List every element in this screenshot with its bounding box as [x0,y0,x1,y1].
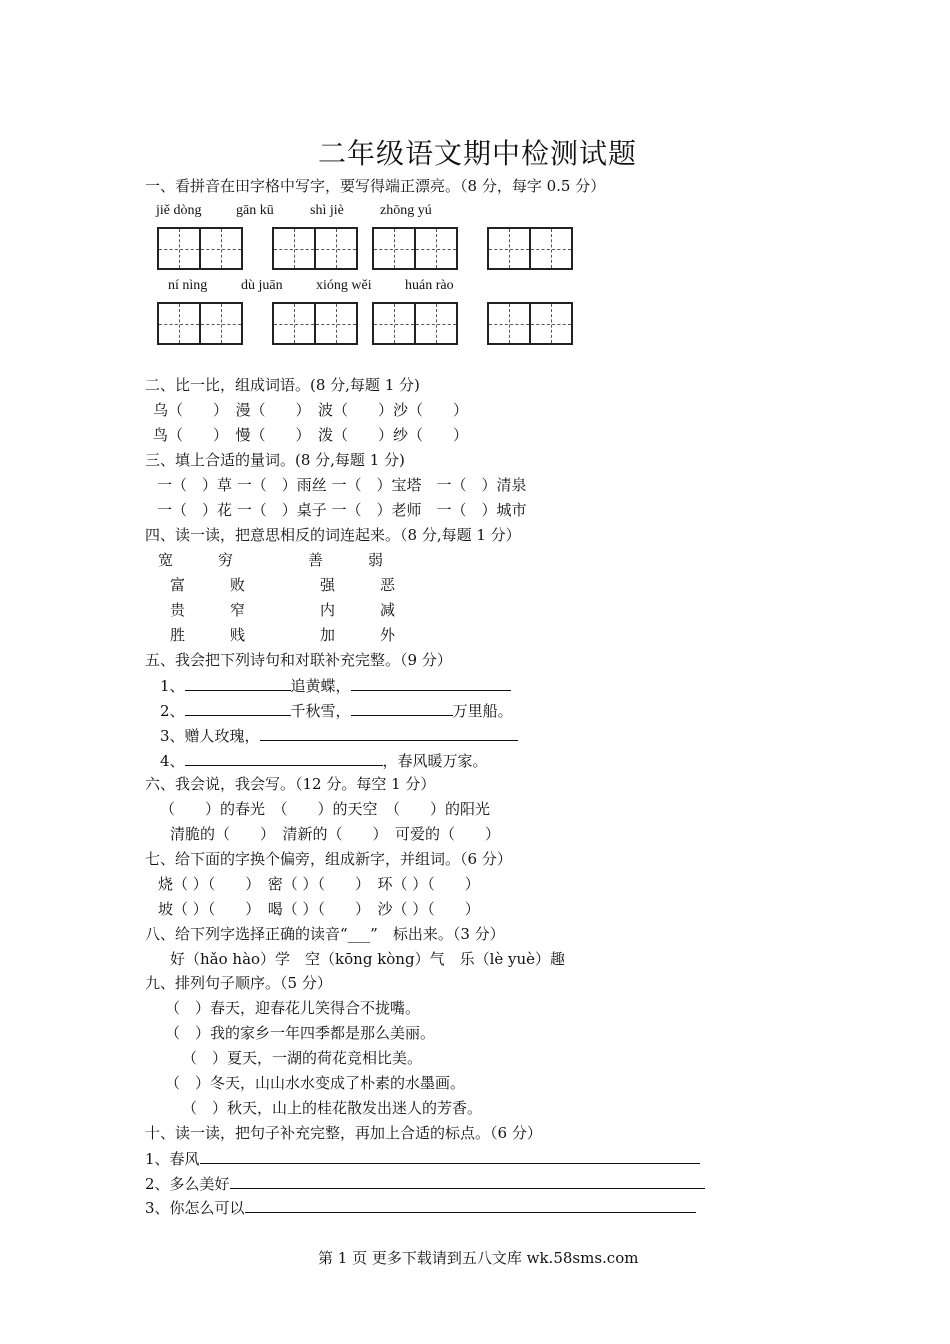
q5-heading: 五、我会把下列诗句和对联补充完整。（9 分） [145,651,452,669]
q5-item-2-end: 万里船。 [452,702,513,720]
q7-line-1: 烧（ ）（ ） 密（ ）（ ） 环（ ）（ ） [158,875,480,893]
pinyin-5: ní nìng [168,278,208,293]
q4-line-2: 富 败 强 恶 [170,576,396,594]
q10-item-3-text: 3、你怎么可以 [145,1199,245,1217]
writing-grid-4[interactable] [487,227,571,270]
q2-line-2: 鸟（ ） 慢（ ） 泼（ ）纱（ ） [153,426,469,444]
q5-item-1 [160,675,511,696]
q5-item-2-text: 千秋雪， [290,702,351,720]
blank[interactable] [230,1173,705,1189]
writing-grid-5[interactable] [157,302,241,345]
pinyin-3: shì jiè [310,203,344,218]
writing-grid-1[interactable] [157,227,241,270]
pinyin-4: zhōng yú [380,203,432,218]
q3-line-1: 一（ ）草 一（ ）雨丝 一（ ）宝塔 一（ ）清泉 [157,476,527,494]
q5-item-1-text: 追黄蝶， [290,677,351,695]
blank[interactable] [185,750,383,766]
writing-grid-7[interactable] [372,302,456,345]
q8-line-1: 好（hǎo hào）学 空（kōng kòng）气 乐（lè yuè）趣 [170,950,566,968]
q9-sentence-5: （ ）秋天，山上的桂花散发出迷人的芳香。 [182,1099,483,1117]
blank[interactable] [260,725,518,741]
q5-item-4 [160,750,488,771]
q10-item-1-text: 1、春风 [145,1150,200,1168]
blank[interactable] [185,700,291,716]
q10-item-2-text: 2、多么美好 [145,1175,230,1193]
q10-item-1 [145,1148,700,1169]
q2-line-1: 乌（ ） 漫（ ） 波（ ）沙（ ） [153,401,469,419]
pinyin-7: xióng wěi [316,278,372,293]
blank[interactable] [351,675,511,691]
blank[interactable] [200,1148,700,1164]
q10-item-2 [145,1173,705,1194]
q5-item-1-num: 1、 [160,677,185,695]
q4-line-4: 胜 贱 加 外 [170,626,396,644]
q6-line-1: （ ）的春光 （ ）的天空 （ ）的阳光 [160,800,491,818]
q7-line-2: 坡（ ）（ ） 喝（ ）（ ） 沙（ ）（ ） [158,900,480,918]
q4-line-3: 贵 窄 内 减 [170,601,396,619]
writing-grid-6[interactable] [272,302,356,345]
q3-heading: 三、填上合适的量词。(8 分,每题 1 分) [145,451,405,469]
q3-line-2: 一（ ）花 一（ ）桌子 一（ ）老师 一（ ）城市 [157,501,527,519]
q5-item-4-text: ，春风暖万家。 [382,752,488,770]
q5-item-3-text: 3、赠人玫瑰， [160,727,260,745]
writing-grid-2[interactable] [272,227,356,270]
q6-heading: 六、我会说，我会写。（12 分。每空 1 分） [145,775,436,793]
q6-line-2: 清脆的（ ） 清新的（ ） 可爱的（ ） [170,825,501,843]
q5-item-2-num: 2、 [160,702,185,720]
pinyin-8: huán rào [405,278,454,293]
q9-sentence-2: （ ）我的家乡一年四季都是那么美丽。 [165,1024,436,1042]
writing-grid-3[interactable] [372,227,456,270]
pinyin-6: dù juān [241,278,283,293]
q8-heading: 八、给下列字选择正确的读音“___” 标出来。（3 分） [145,925,505,943]
q9-sentence-3: （ ）夏天，一湖的荷花竞相比美。 [182,1049,423,1067]
blank[interactable] [351,700,453,716]
q9-heading: 九、排列句子顺序。（5 分） [145,974,332,992]
q10-heading: 十、读一读，把句子补充完整，再加上合适的标点。（6 分） [145,1124,542,1142]
writing-grid-8[interactable] [487,302,571,345]
pinyin-2: gān kū [236,203,274,218]
q4-line-1: 宽 穷 善 弱 [158,551,384,569]
blank[interactable] [185,675,291,691]
q5-item-4-num: 4、 [160,752,185,770]
page-footer: 第 1 页 更多下载请到五八文库 wk.58sms.com [318,1249,639,1267]
q5-item-3 [160,725,518,746]
blank[interactable] [245,1197,696,1213]
q4-heading: 四、读一读，把意思相反的词连起来。（8 分,每题 1 分） [145,526,521,544]
q2-heading: 二、比一比，组成词语。(8 分,每题 1 分) [145,376,420,394]
q9-sentence-1: （ ）春天，迎春花儿笑得合不拢嘴。 [165,999,421,1017]
q10-item-3 [145,1197,696,1218]
q1-heading: 一、看拼音在田字格中写字，要写得端正漂亮。（8 分，每字 0.5 分） [145,177,606,195]
q5-item-2 [160,700,513,721]
pinyin-1: jiě dòng [156,203,202,218]
q7-heading: 七、给下面的字换个偏旁，组成新字，并组词。（6 分） [145,850,512,868]
page-title: 二年级语文期中检测试题 [318,137,638,170]
q9-sentence-4: （ ）冬天，山山水水变成了朴素的水墨画。 [165,1074,466,1092]
